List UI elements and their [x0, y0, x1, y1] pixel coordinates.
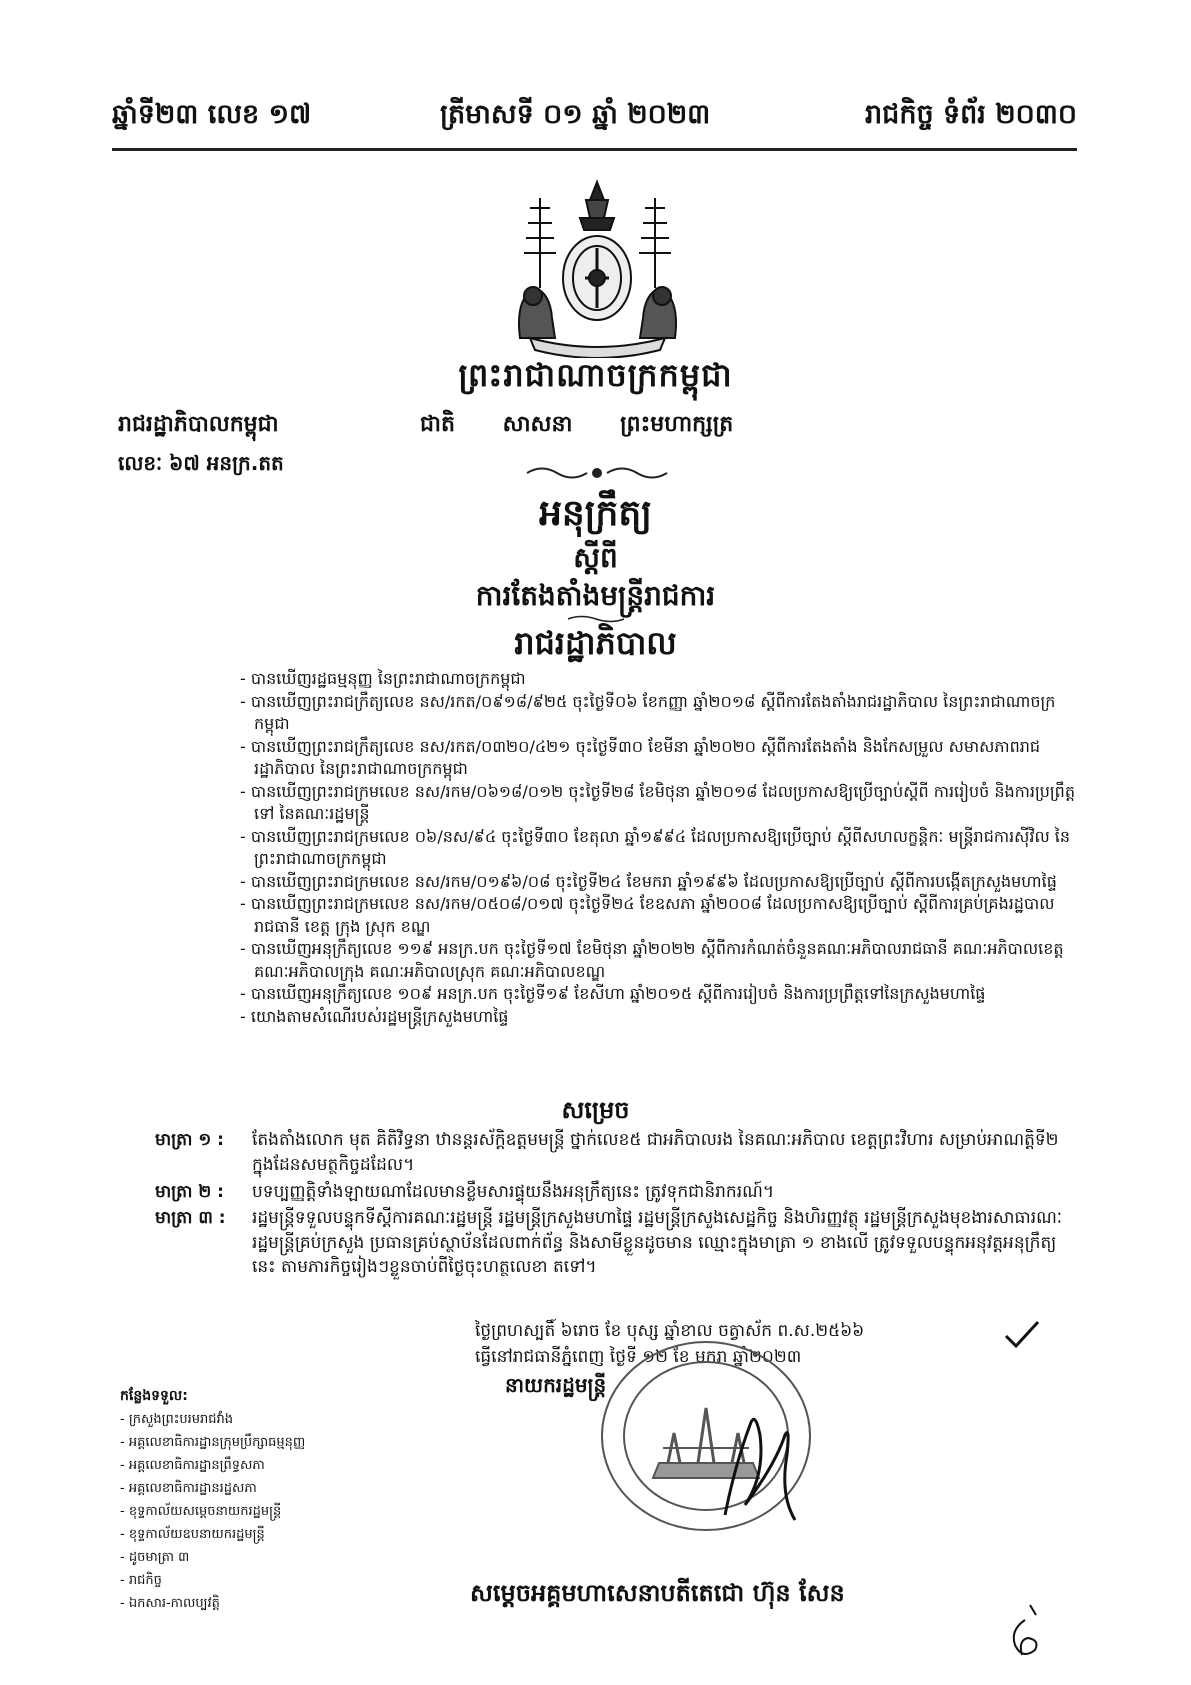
article-3 — [155, 1206, 1085, 1280]
preamble-item: - យោងតាមសំណើរបស់រដ្ឋមន្ត្រីក្រសួងមហាផ្ទៃ — [240, 1006, 509, 1026]
preamble-list — [240, 668, 1090, 1028]
issuing-government: រាជរដ្ឋាភិបាលកម្ពុជា — [118, 412, 279, 437]
signer-title: នាយករដ្ឋមន្ត្រី — [505, 1373, 607, 1397]
initials-icon — [1000, 1600, 1050, 1665]
preamble-item: - បានឃើញព្រះរាជក្រមលេខ នស/រកម/០៦១៨/០១២ ចុះថ្ងៃទី២៨ ខែមិថុនា ឆ្នាំ២០១៨ ដែលប្រកាសឱ្យប្រើច្បាប់ស្តីពី ការរៀបចំ និងការប្រព្រឹត្តទៅ នៃគណៈរដ្ឋមន្ត្រី — [240, 781, 1075, 823]
document-subject: ការតែងតាំងមន្ត្រីរាជការ — [475, 579, 716, 612]
preamble-item: - បានឃើញរដ្ឋធម្មនុញ្ញ នៃព្រះរាជាណាចក្រកម្ពុជា — [240, 669, 526, 688]
article-label: មាត្រា ១ : — [155, 1130, 224, 1150]
header-divider — [112, 148, 1077, 151]
checkmark-icon — [1002, 1320, 1042, 1350]
recipient-item: - អគ្គលេខាធិការដ្ឋានព្រឹទ្ធសភា — [120, 1458, 265, 1473]
preamble-item: - បានឃើញព្រះរាជក្រឹត្យលេខ នស/រកត/០៩១៨/៩២៥ ចុះថ្ងៃទី០៦ ខែកញ្ញា ឆ្នាំ២០១៨ ស្តីពីការតែងតាំងរាជរដ្ឋាភិបាល នៃព្រះរាជាណាចក្រកម្ពុជា — [240, 691, 1056, 733]
ornament-divider-icon — [522, 462, 672, 484]
article-text: រដ្ឋមន្ត្រីទទួលបន្ទុកទីស្តីការគណៈរដ្ឋមន្ត្រី រដ្ឋមន្ត្រីក្រសួងមហាផ្ទៃ រដ្ឋមន្ត្រីក្រសួងសេដ្ឋកិច្ច និងហិរញ្ញវត្ថុ រដ្ឋមន្ត្រីក្រសួងមុខងារសាធារណៈ រដ្ឋមន្ត្រីគ្រប់ក្រសួង ប្រធានគ្រប់ស្ថាប័នដែលពាក់ព័ន្ធ និងសាមីខ្លួនដូចមាន ឈ្មោះក្នុងមាត្រា ១ ខាងលើ ត្រូវទទួលបន្ទុកអនុវត្តអនុក្រឹត្យនេះ តាមភារកិច្ចរៀងៗខ្លួនចាប់ពីថ្ងៃចុះហត្ថលេខា តទៅ។ — [252, 1208, 1063, 1277]
preamble-item: - បានឃើញព្រះរាជក្រឹត្យលេខ នស/រកត/០៣២០/៤២១ ចុះថ្ងៃទី៣០ ខែមីនា ឆ្នាំ២០២០ ស្តីពីការតែងតាំង និងកែសម្រួល សមាសភាពរាជរដ្ឋាភិបាល នៃព្រះរាជាណាចក្រកម្ពុជា — [240, 736, 1041, 778]
recipient-item: - ឯកសារ-កាលប្បវត្តិ — [120, 1596, 220, 1611]
document-about: ស្តីពី — [573, 541, 618, 574]
reference-number: លេខៈ ៦៧ អនក្រ.តត — [118, 451, 284, 475]
article-1 — [155, 1128, 1085, 1177]
lunar-date: ថ្ងៃព្រហស្បតិ៍ ៦រោច ខែ បុស្ស ឆ្នាំខាល ចត្វាស័ក ព.ស.២៥៦៦ — [475, 1321, 865, 1341]
motto-king: ព្រះមហាក្សត្រ — [620, 412, 734, 437]
kingdom-title: ព្រះរាជាណាចក្រកម្ពុជា — [458, 356, 733, 394]
preamble-item: - បានឃើញព្រះរាជក្រមលេខ នស/រកម/០១៩៦/០៨ ចុះថ្ងៃទី២៤ ខែមករា ឆ្នាំ១៩៩៦ ដែលប្រកាសឱ្យប្រើច្បាប់ ស្តីពីការបង្កើតក្រសួងមហាផ្ទៃ — [240, 871, 1057, 891]
gazette-quarter: ត្រីមាសទី ០១ ឆ្នាំ ២០២៣ — [440, 99, 711, 130]
article-label: មាត្រា ២ : — [155, 1182, 224, 1202]
motto-nation: ជាតិ — [420, 412, 455, 437]
royal-emblem-icon — [500, 178, 695, 358]
article-text: បទប្បញ្ញត្តិទាំងឡាយណាដែលមានខ្លឹមសារផ្ទុយនឹងអនុក្រឹត្យនេះ ត្រូវទុកជានិរាករណ៍។ — [252, 1182, 775, 1202]
gazette-issue: ឆ្នាំទី២៣ លេខ ១៧ — [112, 99, 312, 130]
decision-heading: សម្រេច — [561, 1096, 630, 1124]
document-type: អនុក្រឹត្យ — [539, 493, 652, 534]
preamble-item: - បានឃើញព្រះរាជក្រមលេខ នស/រកម/០៥០៨/០១៧ ចុះថ្ងៃទី២៤ ខែឧសភា ឆ្នាំ២០០៨ ដែលប្រកាសឱ្យប្រើច្បាប់ ស្តីពីការគ្រប់គ្រងរដ្ឋបាលរាជធានី ខេត្ត ក្រុង ស្រុក ខណ្ឌ — [240, 894, 1055, 936]
recipient-item: - អគ្គលេខាធិការដ្ឋានក្រុមប្រឹក្សាធម្មនុញ្ញ — [120, 1435, 306, 1450]
gazette-page-number: រាជកិច្ច ទំព័រ ២០៣០ — [865, 99, 1077, 130]
signature-icon — [715, 1405, 805, 1525]
issuing-authority: រាជរដ្ឋាភិបាល — [514, 624, 677, 662]
signer-name: សម្តេចអគ្គមហាសេនាបតីតេជោ ហ៊ុន សែន — [470, 1579, 845, 1607]
recipient-item: - ដូចមាត្រា ៣ — [120, 1550, 190, 1565]
preamble-item: - បានឃើញអនុក្រឹត្យលេខ ១០៩ អនក្រ.បក ចុះថ្ងៃទី១៩ ខែសីហា ឆ្នាំ២០១៥ ស្តីពីការរៀបចំ និងការប្រព្រឹត្តទៅនៃក្រសួងមហាផ្ទៃ — [240, 984, 986, 1003]
preamble-item: - បានឃើញព្រះរាជក្រមលេខ ០៦/នស/៩៤ ចុះថ្ងៃទី៣០ ខែតុលា ឆ្នាំ១៩៩៤ ដែលប្រកាសឱ្យប្រើច្បាប់ ស្តីពីសហលក្ខន្តិកៈ មន្ត្រីរាជការស៊ីវិល នៃព្រះរាជាណាចក្រកម្ពុជា — [240, 826, 1071, 868]
motto-religion: សាសនា — [502, 412, 573, 437]
solar-date: ធ្វើនៅរាជធានីភ្នំពេញ ថ្ងៃទី ១២ ខែ មករា ឆ្នាំ២០២៣ — [475, 1347, 802, 1367]
recipient-item: - រាជកិច្ច — [120, 1573, 162, 1588]
article-text: តែងតាំងលោក មុត គិតិវិទ្ធនា ឋានន្តរស័ក្តិឧត្តមមន្ត្រី ថ្នាក់លេខ៥ ជាអភិបាលរង នៃគណៈអភិបាល ខេត្តព្រះវិហារ សម្រាប់អាណត្តិទី២ ក្នុងដែនសមត្ថកិច្ចដដែល។ — [252, 1130, 1059, 1175]
recipients-heading: កន្លែងទទួល: — [120, 1388, 188, 1404]
article-label: មាត្រា ៣ : — [155, 1208, 226, 1228]
recipient-item: - អគ្គលេខាធិការដ្ឋានរដ្ឋសភា — [120, 1481, 257, 1496]
recipient-item: - ក្រសួងព្រះបរមរាជវាំង — [120, 1412, 234, 1427]
preamble-item: - បានឃើញអនុក្រឹត្យលេខ ១១៩ អនក្រ.បក ចុះថ្ងៃទី១៧ ខែមិថុនា ឆ្នាំ២០២២ ស្តីពីការកំណត់ចំនួនគណៈអភិបាលរាជធានី គណៈអភិបាលខេត្ត គណៈអភិបាលក្រុង គណៈអភិបាលស្រុក គណៈអភិបាលខណ្ឌ — [240, 939, 1064, 981]
national-motto — [420, 410, 773, 442]
recipients-list — [120, 1385, 305, 1615]
recipient-item: - ខុទ្ទកាល័យសម្តេចនាយករដ្ឋមន្ត្រី — [120, 1504, 282, 1519]
recipient-item: - ខុទ្ទកាល័យឧបនាយករដ្ឋមន្ត្រី — [120, 1527, 265, 1542]
article-2 — [155, 1180, 1085, 1205]
